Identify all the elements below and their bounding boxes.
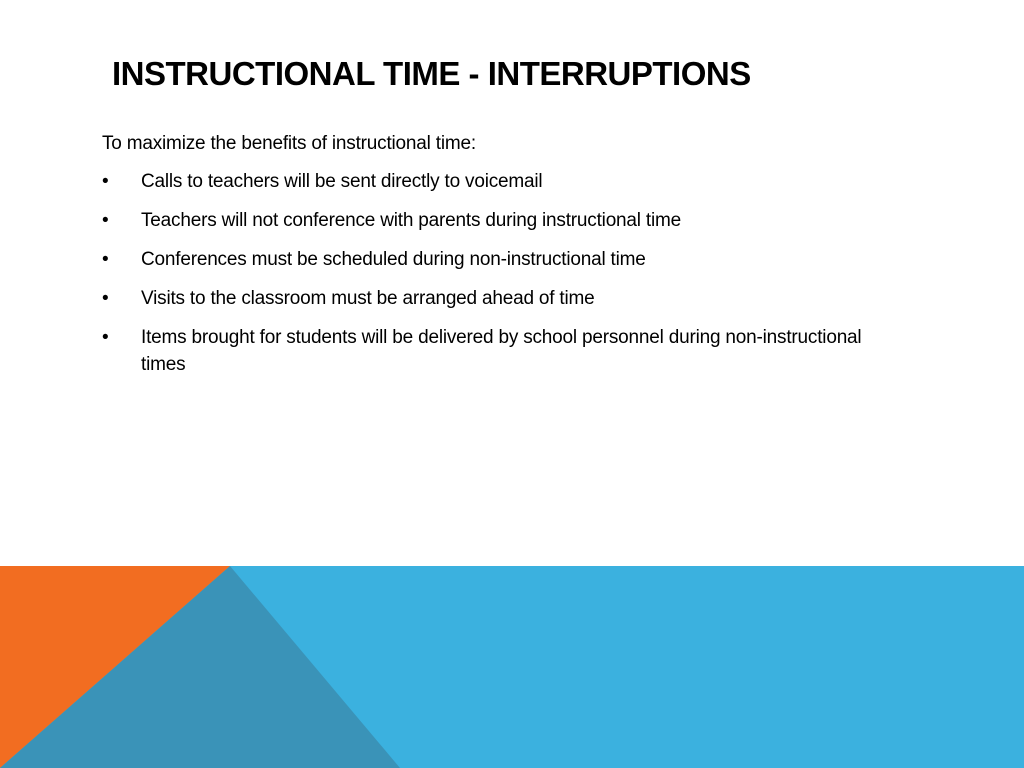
bullet-icon: • <box>102 171 109 192</box>
bullet-text: Teachers will not conference with parents during instructional time <box>141 210 681 231</box>
decorative-footer-band <box>0 566 1024 768</box>
list-item <box>102 324 883 378</box>
bullet-text: Visits to the classroom must be arranged ahead of time <box>141 288 595 309</box>
bullet-list <box>102 168 902 378</box>
bullet-text: Conferences must be scheduled during non-instructional time <box>141 249 646 270</box>
intro-text: To maximize the benefits of instructional time: <box>102 133 476 154</box>
bullet-text: Calls to teachers will be sent directly to voicemail <box>141 171 543 192</box>
bullet-icon: • <box>102 210 109 231</box>
list-item <box>102 168 883 195</box>
list-item <box>102 285 883 312</box>
list-item <box>102 207 883 234</box>
slide-title: INSTRUCTIONAL TIME - INTERRUPTIONS <box>112 55 751 92</box>
list-item <box>102 246 883 273</box>
bullet-icon: • <box>102 249 109 270</box>
bullet-icon: • <box>102 327 109 348</box>
bullet-icon: • <box>102 288 109 309</box>
bullet-text: Items brought for students will be delivered by school personnel during non-instructional times <box>141 327 862 375</box>
slide-content <box>102 130 902 390</box>
